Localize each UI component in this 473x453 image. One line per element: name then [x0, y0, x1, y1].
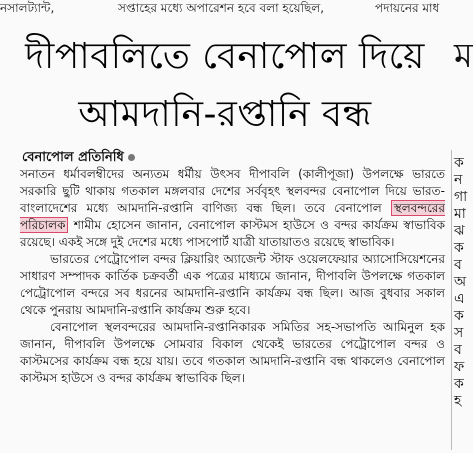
adjacent-text-fragment: ক — [454, 308, 464, 324]
adjacent-text-fragment: ন — [454, 172, 463, 188]
adjacent-text-fragment: ক — [454, 376, 464, 392]
paragraph-1-text-end: শামীম হোসেন জানান, বেনাপোল কাস্টমস হাউসে ও বন্দর কার্যক্রম স্বাভাবিক রয়েছে। একই সঙ্গে দুই দেশের মধ্যে পাসপোর্ট যাত্রী যাতায়াতও রয়েছে স্বাভাবিক। — [20, 218, 445, 249]
headline-line-2: আমদানি-রপ্তানি বন্ধ — [78, 94, 372, 135]
column-divider — [451, 150, 452, 450]
adjacent-text-fragment: গা — [454, 189, 468, 205]
adjacent-text-fragment: ব — [454, 257, 462, 273]
highlighted-phrase: স্থলবন্দরের পরিচালক — [20, 201, 445, 232]
article-paragraph-3: বেনাপোল স্থলবন্দরের আমদানি-রপ্তানিকারক সমিতির সহ-সভাপতি আমিনুল হক জানান, দীপাবলি উপলক্ষে সোমবার বিকাল থেকেই ভারতের পেট্রোপোল বন্দর ও কাস্টমসের কার্যক্রম বন্ধ হয়ে যায়। তবে গতকাল আমদানি-রপ্তানি বন্ধ থাকলেও বেনাপোল কাস্টমস হাউসে ও বন্দর কার্যক্রম স্বাভাবিক ছিল। — [20, 320, 445, 385]
headline-line-1: দীপাবলিতে বেনাপোল দিয়ে — [25, 36, 425, 77]
adjacent-text-fragment: ক — [454, 155, 464, 171]
adjacent-text-fragment: মা — [454, 206, 466, 222]
adjacent-text-fragment: ঝ — [454, 223, 465, 239]
adjacent-text-fragment: ক — [454, 240, 464, 256]
byline-text: বেনাপোল প্রতিনিধি — [22, 150, 124, 165]
byline — [22, 150, 135, 166]
article-paragraph-1 — [20, 166, 445, 251]
adjacent-text-fragment: স — [454, 325, 464, 341]
adjacent-text-fragment: এ — [454, 291, 465, 307]
adjacent-text-fragment: ফ — [454, 359, 465, 375]
headline — [0, 28, 450, 144]
article-paragraph-2: ভারতের পেট্রোপোল বন্দর ক্লিয়ারিং অ্যাজেন্ট স্টাফ ওয়েলফেয়ার অ্যাসোসিয়েশনের সাধারণ সম্পাদক কার্তিক চক্রবর্তী এক পত্রের মাধ্যমে জানান, দীপাবলি উপলক্ষে গতকাল পেট্রোপোল বন্দরে সব ধরনের আমদানি-রপ্তানি কার্যক্রম বন্ধ ছিল। আজ বুধবার সকাল থেকে পুনরায় আমদানি-রপ্তানি কার্যক্রম শুরু হবে। — [20, 252, 445, 317]
adjacent-headline-glyph: ম — [454, 36, 473, 76]
previous-article-strip — [0, 0, 467, 18]
top-strip-fragment-2: সপ্তাহের মধ্যে অপারেশন হবে বলা হয়েছিল, — [118, 1, 325, 15]
bullet-icon — [128, 154, 135, 161]
adjacent-text-fragment: অ — [454, 274, 467, 290]
article-body — [20, 166, 445, 387]
paragraph-1-text-start: সনাতন ধর্মাবলম্বীদের অন্যতম ধর্মীয় উৎসব দীপাবলি (কালীপূজা) উপলক্ষে ভারতে সরকারি ছুটি থাকায় গতকাল মঙ্গলবার দেশের সর্ববৃহৎ স্থলবন্দর বেনাপোল দিয়ে ভারত-বাংলাদেশের মধ্যে আমদানি-রপ্তানি বাণিজ্য বন্ধ ছিল। তবে বেনাপোল — [20, 167, 445, 215]
top-strip-fragment-3: পদায়নের মাধ — [375, 1, 440, 15]
adjacent-column-edge — [452, 24, 473, 453]
top-strip-fragment-1: নসালট্যান্ট, — [0, 1, 55, 15]
adjacent-text-fragment: ব — [454, 342, 462, 358]
adjacent-text-fragment: হ — [454, 393, 462, 409]
